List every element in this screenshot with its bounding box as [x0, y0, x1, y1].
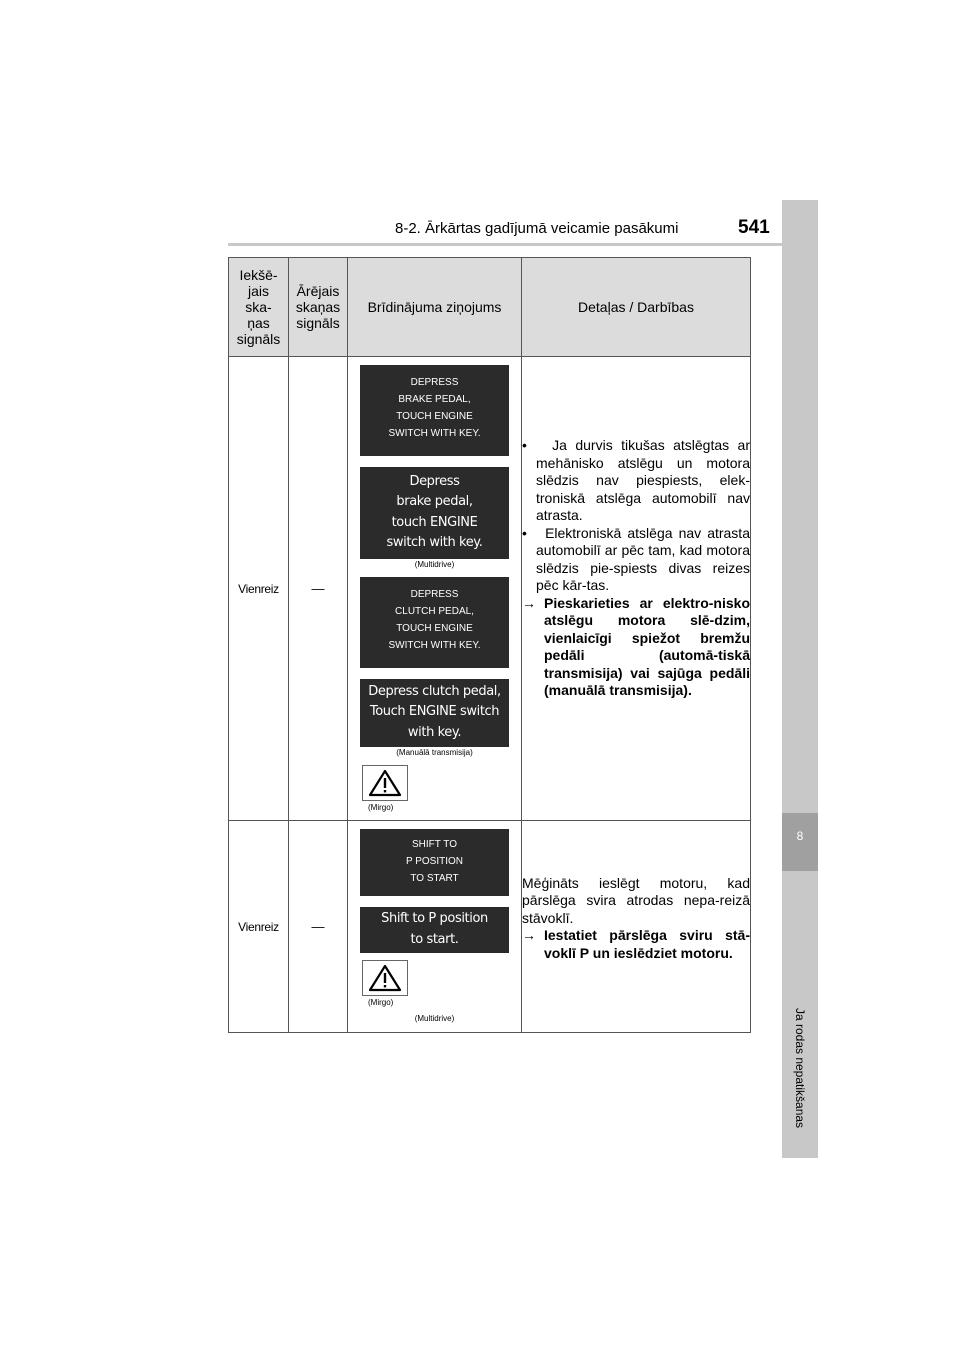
detail-bullet-text: Elektroniskā atslēga nav atrasta automobilī ar pēc tam, kad motora slēdzis pie-spiests divas reizes pēc kār-tas.	[536, 524, 750, 594]
details-cell	[522, 821, 751, 1033]
panel-caption: (Manuālā transmisija)	[396, 748, 473, 758]
warning-caption: (Mirgo)	[368, 998, 394, 1007]
header-divider	[228, 243, 818, 246]
internal-signal-cell: Vienreiz	[229, 357, 289, 821]
header-internal-label: Iekšē- jais ska- ņas signāls	[236, 267, 281, 347]
warning-triangle-icon	[362, 765, 408, 801]
warning-indicator	[360, 960, 509, 1007]
header-external-signal	[289, 258, 348, 357]
display-panel	[360, 577, 509, 668]
panel-text: DEPRESS BRAKE PEDAL, TOUCH ENGINE SWITCH WITH KEY.	[388, 376, 481, 439]
display-panel	[360, 365, 509, 456]
detail-action-text: Pieskarieties ar elektro-nisko atslēgu motora slē-dzim, vienlaicīgi spiežot bremžu pedāli (automā-tiskā transmisija) vai sajūga pedāli (manuālā transmisija).	[544, 594, 750, 699]
display-panel	[360, 907, 509, 953]
panel-text: Depress clutch pedal, Touch ENGINE switch with key.	[368, 683, 501, 740]
internal-signal-cell: Vienreiz	[229, 821, 289, 1033]
page-number: 541	[738, 217, 770, 238]
header-details-label: Detaļas / Darbības	[578, 299, 694, 315]
detail-bullet-text: Ja durvis tikušas atslēgtas ar mehānisko atslēgu un motora slēdzis nav piespiests, elek-troniskā atslēga automobilī nav atrasta.	[536, 437, 750, 524]
detail-bullet: • Elektroniskā atslēga nav atrasta automobilī ar pēc tam, kad motora slēdzis pie-spiests divas reizes pēc kār-tas.	[522, 524, 750, 594]
details-cell	[522, 357, 751, 821]
panel-caption: (Multidrive)	[414, 1014, 455, 1023]
message-cell	[348, 357, 522, 821]
detail-bullet: • Ja durvis tikušas atslēgtas ar mehānisko atslēgu un motora slēdzis nav piespiests, elek-troniskā atslēga automobilī nav atrasta.	[522, 437, 750, 524]
section-title: 8-2. Ārkārtas gadījumā veicamie pasākumi	[395, 220, 679, 237]
external-signal-cell: —	[289, 821, 348, 1033]
warning-caption: (Mirgo)	[368, 803, 394, 813]
table-header-row	[229, 258, 751, 357]
display-panel	[360, 679, 509, 748]
panel-caption: (Multidrive)	[414, 559, 455, 569]
display-panel	[360, 467, 509, 559]
header-internal-signal	[229, 258, 289, 357]
external-signal-cell: —	[289, 357, 348, 821]
warning-message-table	[228, 257, 751, 1033]
detail-action-text: Iestatiet pārslēga sviru stā-voklī P un ieslēdziet motoru.	[544, 927, 750, 961]
warning-triangle-icon	[362, 960, 408, 996]
detail-paragraph: Mēģināts ieslēgt motoru, kad pārslēga svira atrodas nepa-reizā stāvoklī.	[522, 874, 750, 926]
detail-action	[522, 595, 750, 700]
panel-text: Depress brake pedal, touch ENGINE switch with key.	[386, 473, 483, 551]
panel-text: DEPRESS CLUTCH PEDAL, TOUCH ENGINE SWITCH WITH KEY.	[388, 588, 481, 651]
header-external-label: Ārējais skaņas signāls	[295, 283, 341, 331]
chapter-number-tab: 8	[782, 813, 818, 871]
panel-text: Shift to P position to start.	[381, 911, 488, 947]
chapter-side-label: Ja rodas nepatikšanas	[793, 1007, 807, 1129]
message-cell	[348, 821, 522, 1033]
header-details	[522, 258, 751, 357]
display-panel	[360, 829, 509, 896]
detail-action	[522, 927, 750, 962]
table-row	[229, 821, 751, 1033]
panel-text: SHIFT TO P POSITION TO START	[405, 839, 464, 884]
warning-indicator	[360, 765, 509, 812]
arrow-icon: →	[522, 594, 536, 611]
arrow-icon: →	[522, 927, 536, 944]
table-row	[229, 357, 751, 821]
header-warning-message	[348, 258, 522, 357]
header-message-label: Brīdinājuma ziņojums	[367, 299, 502, 315]
